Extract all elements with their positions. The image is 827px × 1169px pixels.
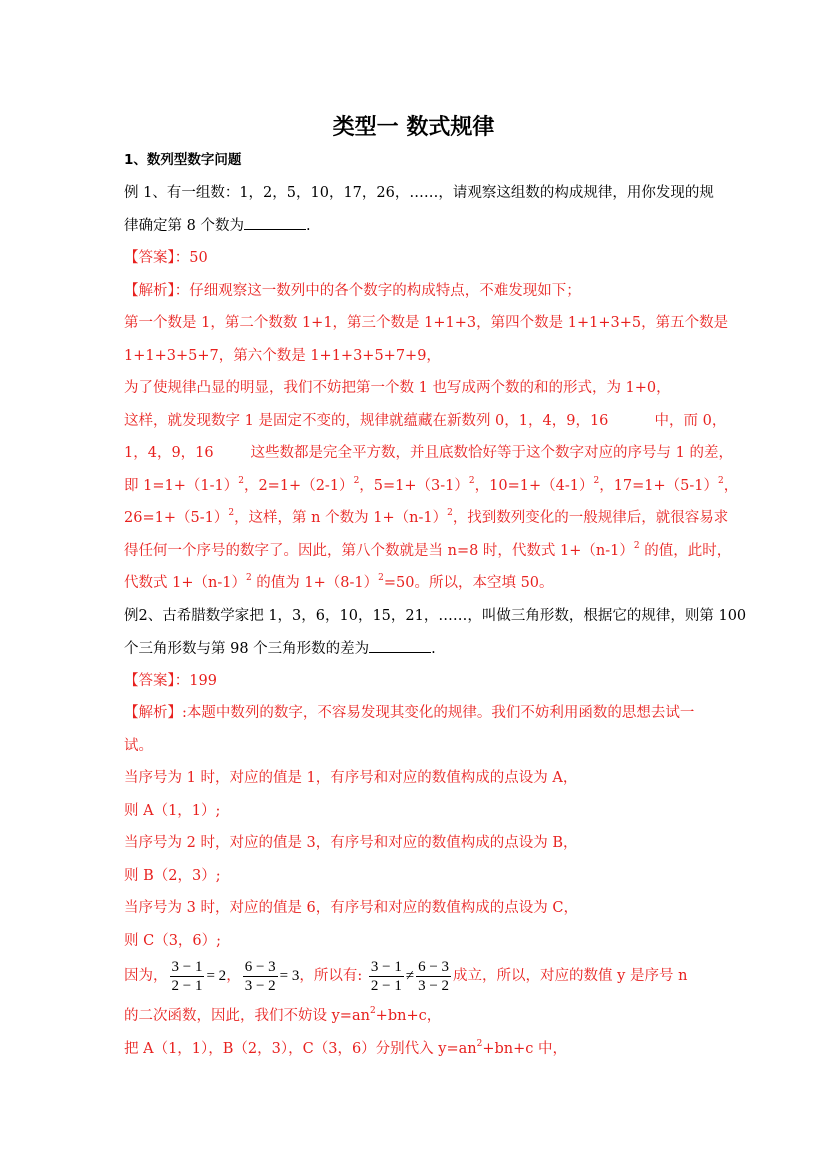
superscript: 2 [353,476,360,486]
eq-part: 26=1+（5-1） [124,510,229,526]
superscript: 2 [238,476,244,486]
analysis-line: 当序号为 1 时，对应的值是 1，有序号和对应的数值构成的点设为 A， [124,770,578,786]
denominator: 2 − 1 [370,977,402,994]
eq-part: ，2=1+（2-1） [243,478,354,494]
eq-part: ，10=1+（4-1） [474,478,594,494]
numerator: 3 − 1 [171,958,203,975]
analysis-line: 则 B（2，3）; [124,868,221,884]
eq-part: ，5=1+（3-1） [359,478,469,494]
example1-text-cont [124,215,311,236]
eq-part: 的值为 1+（8-1） [251,575,379,591]
result: = 2 [206,968,227,984]
example1-text: 例 1、有一组数：1，2，5，10，17，26，……，请观察这组数的构成规律，用你发现的规 [124,185,714,201]
superscript: 2 [633,541,640,551]
so-text: ，所以有: [299,968,367,984]
eq-part: 的值，此时， [639,543,732,559]
analysis-line [124,541,731,561]
example2-text: 例2、古希腊数学家把 1，3，6，10，15，21，……，叫做三角形数，根据它的规律，则第 100 [124,608,747,624]
eq-part: ，找到数列变化的一般规律后，就很容易求 [452,510,729,526]
denominator: 2 − 1 [171,977,203,994]
analysis-line: 1，4，9，16 这些数都是完全平方数，并且底数恰好等于这个数字对应的序号与 1 的差， [124,445,733,461]
numerator: 3 − 1 [370,958,402,975]
analysis-line: 1+1+3+5+7，第六个数是 1+1+3+5+7+9， [124,348,441,364]
eq-part: ，这样，第 n 个数为 1+（n-1） [234,510,448,526]
superscript: 2 [593,476,600,486]
analysis-line-squares [124,476,738,496]
analysis-line: 为了使规律凸显的明显，我们不妨把第一个数 1 也写成两个数的和的形式，为 1+0， [124,380,671,396]
numerator: 6 − 3 [418,958,450,975]
example2-analysis [124,703,694,723]
conclusion-text: 成立，所以，对应的数值 y 是序号 n [453,968,688,984]
eq-part: ， [723,478,739,494]
answer-blank [244,215,306,230]
analysis-line: 这样，就发现数字 1 是固定不变的，规律就蕴藏在新数列 0，1，4，9，16 中，而 0， [124,413,727,429]
section-heading: 1、数列型数字问题 [124,152,242,168]
analysis-line: 当序号为 2 时，对应的值是 3，有序号和对应的数值构成的点设为 B， [124,835,578,851]
fraction [243,958,278,995]
because-text: 因为， [124,968,168,984]
eq-part: =50。所以，本空填 50。 [383,575,554,591]
fraction [170,958,205,995]
analysis-line: 则 C（3，6）; [124,933,222,949]
fraction [416,958,451,995]
analysis-line: 第一个数是 1，第二个数数 1+1，第三个数是 1+1+3，第四个数是 1+1+3+5，第五个数是 [124,315,729,331]
example1-answer: 【答案】：50 [124,250,208,266]
example2-question: 个三角形数与第 98 个三角形数的差为 [124,641,370,657]
period: . [431,641,436,657]
example2-answer: 【答案】：199 [124,673,217,689]
analysis-line [124,1006,441,1026]
example1-question: 律确定第 8 个数为 [124,218,244,234]
fraction [369,958,404,995]
page-title: 类型一 数式规律 [332,115,495,140]
numerator: 6 − 3 [244,958,276,975]
comma: ， [226,968,241,984]
superscript: 2 [245,573,252,583]
analysis-line [124,1039,567,1059]
eq-part: 的二次函数，因此，我们不妨设 y=an [124,1008,370,1024]
denominator: 3 − 2 [244,977,276,994]
answer-blank [369,638,431,653]
eq-part: 即 1=1+（1-1） [124,478,239,494]
superscript: 2 [447,508,453,518]
eq-part: 得任何一个序号的数字了。因此，第八个数就是当 n=8 时，代数式 1+（n-1） [124,543,634,559]
result: = 3 [279,968,300,984]
analysis-line [124,508,728,528]
analysis-text: :本题中数列的数字，不容易发现其变化的规律。我们不妨利用函数的思想去试一 [182,705,695,721]
superscript: 2 [718,476,724,486]
superscript: 2 [378,573,384,583]
eq-part: +bn+c， [375,1008,442,1024]
superscript: 2 [369,1006,376,1016]
analysis-label: 【解析】 [124,283,175,299]
analysis-line: 则 A（1，1）; [124,803,221,819]
fraction-line [124,957,687,997]
example1-analysis [124,281,581,301]
analysis-line: 当序号为 3 时，对应的值是 6，有序号和对应的数值构成的点设为 C， [124,900,578,916]
analysis-line [124,573,554,593]
superscript: 2 [476,1039,483,1049]
superscript: 2 [228,508,235,518]
analysis-label: 【解析】 [124,705,182,721]
analysis-line: 试。 [124,738,153,754]
analysis-text: ：仔细观察这一数列中的各个数字的构成特点，不难发现如下； [174,283,581,299]
period: . [305,218,311,234]
not-equal-sign: ≠ [405,968,415,984]
eq-part: +bn+c 中， [482,1041,568,1057]
eq-part: 把 A（1，1），B（2，3），C（3，6）分别代入 y=an [124,1041,477,1057]
denominator: 3 − 2 [418,977,450,994]
eq-part: 代数式 1+（n-1） [124,575,246,591]
eq-part: ，17=1+（5-1） [599,478,719,494]
superscript: 2 [468,476,475,486]
example2-text-cont [124,638,436,659]
